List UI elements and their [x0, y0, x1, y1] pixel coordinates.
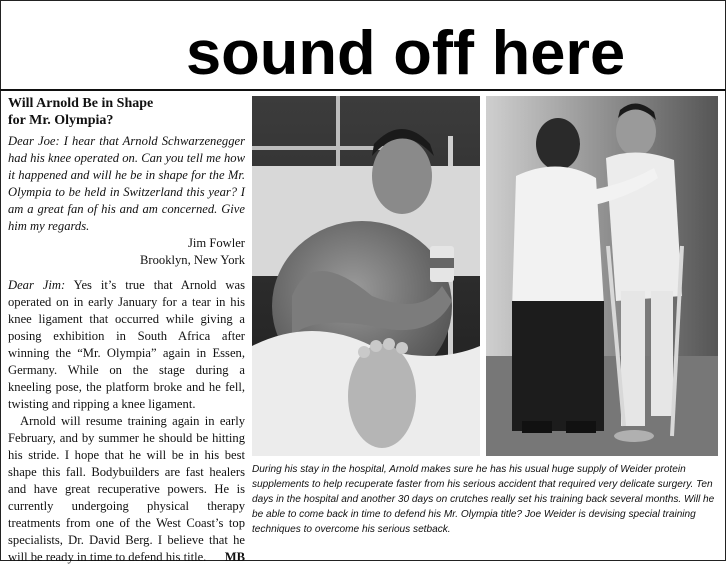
header-divider: [0, 89, 726, 91]
hospital-bed-photo: [252, 96, 480, 456]
section-title: sound off here: [186, 19, 626, 88]
signer-location: Brooklyn, New York: [140, 253, 245, 267]
crutches-photo: [486, 96, 718, 456]
letter-headline: [8, 95, 245, 129]
hospital-bed-photo-illustration: [252, 96, 480, 456]
photo-caption: During his stay in the hospital, Arnold makes sure he has his usual huge supply of Weider protein supplements to help recuperate faster from his serious accident that required very delicate surgery. Ten days in the hospital and another 30 days on crutches really set his training back several months. Will he be able to come back in time to defend his Mr. Olympia title? Joe Weider is devising special training techniques to overcome his serious setback.: [252, 464, 715, 535]
signer-name: Jim Fowler: [187, 236, 245, 250]
answer-initials: MB: [224, 550, 245, 564]
reader-question: Dear Joe: I hear that Arnold Schwarzenegger had his knee operated on. Can you tell me how it happened and will he be in shape for the Mr. Olympia to be held in Switzerland this year? I am a great fan of his and am concerned. Give him my regards.: [8, 134, 245, 233]
answer-paragraph-1-text: Yes it’s true that Arnold was operated on in early January for a tear in his knee ligament that occurred while giving a posing exhibition in South Africa after winning the “Mr. Olympia” again in Essen, Germany. While on the stage during a kneeling pose, the platform broke and he fell, twisting and ripping a knee ligament.: [8, 278, 245, 411]
answer-paragraph-2: [8, 413, 245, 566]
answer-salutation: Dear Jim:: [8, 278, 66, 292]
answer-paragraph-1: [8, 277, 245, 413]
answer-paragraph-2-text: Arnold will resume training again in early February, and by summer he should be hitting his stride. I hope that he will be in his best shape this fall. Bodybuilders are fast healers and have great recuperative powers. He is currently undergoing physical therapy treatments from one of the West Coast’s top specialists, Dr. David Berg. I believe that he will be ready in time to defend his title.: [8, 414, 245, 564]
letter-headline-line2: for Mr. Olympia?: [8, 113, 114, 128]
letter-headline-line1: Will Arnold Be in Shape: [8, 96, 154, 111]
answer: [8, 277, 245, 566]
letter-column: [8, 95, 245, 564]
crutches-photo-illustration: [486, 96, 718, 456]
